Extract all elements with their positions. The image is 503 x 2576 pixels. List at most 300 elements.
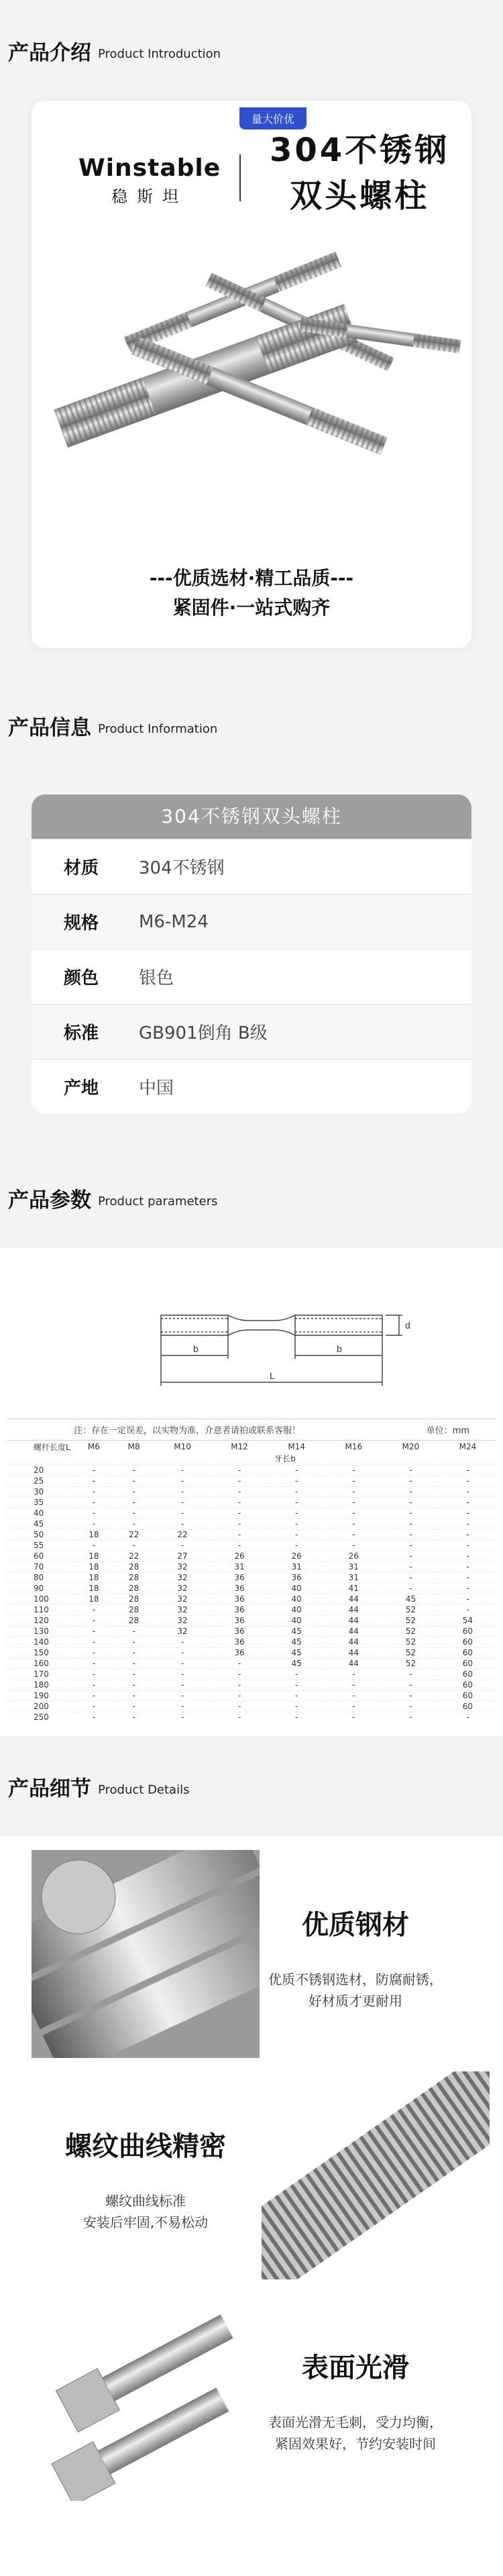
- section-subtitle: Product Information: [98, 721, 218, 736]
- table-cell: -: [268, 1486, 325, 1497]
- table-cell: -: [268, 1529, 325, 1540]
- table-row: [7, 1465, 496, 1476]
- table-cell: -: [439, 1583, 496, 1594]
- detail-desc-line: 表面光滑无毛刺，受力均衡，: [268, 2414, 443, 2430]
- table-cell: -: [211, 1508, 268, 1518]
- table-cell: -: [382, 1690, 439, 1701]
- table-cell: -: [211, 1486, 268, 1497]
- info-label: 规格: [64, 913, 99, 933]
- table-cell: -: [325, 1529, 382, 1540]
- table-cell: -: [268, 1712, 325, 1722]
- table-cell: 40: [268, 1604, 325, 1615]
- table-cell: -: [325, 1690, 382, 1701]
- section-header-details: [0, 1736, 503, 1837]
- table-cell: 45: [268, 1637, 325, 1647]
- table-cell: 44: [325, 1604, 382, 1615]
- param-note-bar: [7, 1419, 496, 1441]
- table-cell: -: [268, 1476, 325, 1486]
- table-cell: -: [74, 1465, 114, 1476]
- detail-surface-text: [241, 2306, 469, 2455]
- param-header-cell: M24: [459, 1442, 477, 1451]
- table-cell: -: [325, 1476, 382, 1486]
- table-cell: -: [382, 1572, 439, 1583]
- table-cell: 44: [325, 1637, 382, 1647]
- table-cell: 54: [439, 1615, 496, 1626]
- table-cell: 40: [268, 1594, 325, 1604]
- table-cell: -: [382, 1529, 439, 1540]
- table-row: [7, 1712, 496, 1722]
- table-cell: 52: [382, 1626, 439, 1637]
- table-cell: 44: [325, 1647, 382, 1658]
- table-cell: 60: [439, 1626, 496, 1637]
- table-row: [7, 1594, 496, 1604]
- table-cell: -: [382, 1669, 439, 1680]
- table-cell: 70: [7, 1561, 74, 1572]
- table-cell: -: [211, 1497, 268, 1508]
- info-row: [32, 839, 471, 894]
- table-cell: 44: [325, 1658, 382, 1669]
- table-cell: 170: [7, 1669, 74, 1680]
- info-row: [32, 949, 471, 1004]
- table-cell: -: [382, 1701, 439, 1712]
- table-cell: -: [382, 1561, 439, 1572]
- table-cell: 60: [439, 1658, 496, 1669]
- brand-name-zh: 稳斯坦: [111, 187, 188, 206]
- section-title: 产品细节: [8, 1776, 91, 1801]
- detail-desc-line: 螺纹曲线标准: [105, 2193, 186, 2209]
- table-cell: -: [154, 1508, 211, 1518]
- table-cell: -: [114, 1518, 154, 1529]
- slogan: [32, 564, 471, 623]
- slogan-line1: ---优质选材·精工品质---: [149, 567, 354, 589]
- table-cell: -: [154, 1690, 211, 1701]
- table-cell: 36: [211, 1572, 268, 1583]
- intro-block: [0, 101, 503, 675]
- table-cell: -: [154, 1637, 211, 1647]
- table-row: [7, 1604, 496, 1615]
- table-cell: -: [439, 1486, 496, 1497]
- table-row: [7, 1497, 496, 1508]
- table-cell: 22: [154, 1529, 211, 1540]
- table-cell: -: [154, 1476, 211, 1486]
- table-cell: 30: [7, 1486, 74, 1497]
- table-cell: -: [114, 1647, 154, 1658]
- detail-desc-line: 优质不锈钢选材，防腐耐锈，: [268, 1971, 443, 1988]
- info-row: [32, 1059, 471, 1114]
- table-cell: 60: [439, 1690, 496, 1701]
- table-cell: -: [154, 1712, 211, 1722]
- table-row: [7, 1518, 496, 1529]
- product-title-line2: 双头螺柱: [290, 177, 430, 215]
- param-header-cell: M14: [288, 1442, 305, 1451]
- section-subtitle: Product Introduction: [98, 46, 221, 61]
- info-value: 304不锈钢: [139, 858, 225, 878]
- table-cell: -: [74, 1712, 114, 1722]
- table-cell: -: [268, 1540, 325, 1551]
- table-cell: 60: [439, 1637, 496, 1647]
- table-cell: -: [268, 1465, 325, 1476]
- table-cell: 52: [382, 1615, 439, 1626]
- table-row: [7, 1529, 496, 1540]
- info-row: [32, 1004, 471, 1059]
- section-header-info: [0, 675, 503, 776]
- intro-card: [32, 101, 471, 648]
- table-cell: 44: [325, 1615, 382, 1626]
- table-row: [7, 1669, 496, 1680]
- section-title: 产品介绍: [8, 40, 91, 65]
- table-cell: 31: [268, 1561, 325, 1572]
- table-cell: 36: [211, 1626, 268, 1637]
- detail-thread-text: [32, 2085, 260, 2233]
- table-cell: 36: [211, 1647, 268, 1658]
- table-cell: -: [154, 1540, 211, 1551]
- table-cell: -: [211, 1540, 268, 1551]
- detail-desc-line: 好材质才更耐用: [309, 1993, 402, 2009]
- detail-surface: [0, 2279, 503, 2501]
- detail-desc: [241, 2412, 469, 2455]
- table-cell: 32: [154, 1594, 211, 1604]
- price-badge: 量大价优: [239, 107, 306, 130]
- table-cell: -: [439, 1551, 496, 1561]
- table-cell: -: [74, 1604, 114, 1615]
- table-cell: -: [154, 1497, 211, 1508]
- table-cell: -: [439, 1604, 496, 1615]
- table-cell: 18: [74, 1583, 114, 1594]
- table-cell: -: [114, 1486, 154, 1497]
- table-cell: -: [211, 1690, 268, 1701]
- table-cell: 18: [74, 1529, 114, 1540]
- table-cell: 22: [114, 1529, 154, 1540]
- table-cell: -: [439, 1712, 496, 1722]
- table-row: [7, 1701, 496, 1712]
- table-cell: -: [74, 1508, 114, 1518]
- table-cell: -: [439, 1572, 496, 1583]
- table-cell: -: [74, 1680, 114, 1690]
- table-cell: 150: [7, 1647, 74, 1658]
- table-row: [7, 1626, 496, 1637]
- table-cell: -: [382, 1551, 439, 1561]
- info-value: M6-M24: [139, 911, 209, 932]
- table-row: [7, 1690, 496, 1701]
- table-cell: 22: [114, 1551, 154, 1561]
- table-cell: 40: [268, 1583, 325, 1594]
- table-cell: 45: [7, 1518, 74, 1529]
- table-cell: 110: [7, 1604, 74, 1615]
- table-cell: 28: [114, 1561, 154, 1572]
- table-cell: 28: [114, 1615, 154, 1626]
- table-cell: -: [268, 1518, 325, 1529]
- table-cell: -: [325, 1486, 382, 1497]
- diagram-label-b2: b: [337, 1343, 342, 1354]
- table-cell: -: [114, 1626, 154, 1637]
- table-cell: 60: [439, 1680, 496, 1690]
- table-cell: -: [382, 1583, 439, 1594]
- param-header-row: [7, 1441, 496, 1453]
- params-block: [0, 1248, 503, 1736]
- diagram-label-b1: b: [193, 1343, 199, 1354]
- table-cell: 190: [7, 1690, 74, 1701]
- table-row: [7, 1476, 496, 1486]
- table-cell: 25: [7, 1476, 74, 1486]
- info-value: 银色: [139, 968, 174, 988]
- table-cell: 18: [74, 1594, 114, 1604]
- table-cell: -: [114, 1658, 154, 1669]
- section-title: 产品参数: [8, 1188, 91, 1213]
- table-cell: 28: [114, 1583, 154, 1594]
- info-label: 产地: [64, 1078, 99, 1098]
- table-cell: 100: [7, 1594, 74, 1604]
- thread-length-label: 牙长b: [274, 1454, 296, 1464]
- table-cell: -: [154, 1647, 211, 1658]
- table-row: [7, 1637, 496, 1647]
- table-cell: -: [114, 1476, 154, 1486]
- table-cell: -: [74, 1647, 114, 1658]
- table-cell: -: [74, 1669, 114, 1680]
- table-cell: -: [382, 1486, 439, 1497]
- table-cell: -: [74, 1690, 114, 1701]
- info-value: 中国: [139, 1078, 174, 1098]
- table-cell: 26: [211, 1551, 268, 1561]
- table-row: [7, 1540, 496, 1551]
- table-cell: -: [211, 1658, 268, 1669]
- product-title: [270, 127, 449, 219]
- detail-steel-text: [241, 1863, 469, 2012]
- table-cell: 44: [325, 1626, 382, 1637]
- table-cell: 40: [268, 1615, 325, 1626]
- table-cell: 32: [154, 1615, 211, 1626]
- table-cell: 27: [154, 1551, 211, 1561]
- table-cell: -: [74, 1637, 114, 1647]
- param-header-cell: M6: [87, 1442, 100, 1451]
- param-subheader-row: [7, 1453, 496, 1465]
- table-cell: 36: [268, 1572, 325, 1583]
- table-cell: 32: [154, 1604, 211, 1615]
- table-cell: -: [74, 1701, 114, 1712]
- table-cell: 180: [7, 1680, 74, 1690]
- table-cell: 18: [74, 1572, 114, 1583]
- table-cell: 28: [114, 1604, 154, 1615]
- table-cell: -: [114, 1508, 154, 1518]
- table-cell: 50: [7, 1529, 74, 1540]
- table-cell: 55: [7, 1540, 74, 1551]
- param-header-cell: 螺杆长度L: [34, 1442, 70, 1452]
- table-cell: 28: [114, 1572, 154, 1583]
- table-cell: 45: [268, 1647, 325, 1658]
- table-cell: -: [325, 1712, 382, 1722]
- table-cell: -: [154, 1518, 211, 1529]
- table-cell: 60: [439, 1647, 496, 1658]
- table-cell: -: [211, 1669, 268, 1680]
- detail-desc-line: 紧固效果好，节约安装时间: [275, 2436, 436, 2452]
- table-cell: -: [268, 1701, 325, 1712]
- table-cell: -: [382, 1712, 439, 1722]
- info-label: 材质: [64, 858, 99, 878]
- table-cell: -: [211, 1529, 268, 1540]
- steel-rods-photo: [32, 1850, 260, 2058]
- table-cell: 20: [7, 1465, 74, 1476]
- param-unit: 单位：mm: [426, 1426, 469, 1436]
- table-cell: 32: [154, 1572, 211, 1583]
- stud-bolts-photo: [32, 242, 471, 523]
- table-cell: -: [439, 1529, 496, 1540]
- table-cell: -: [382, 1540, 439, 1551]
- param-header-cell: M12: [231, 1442, 248, 1451]
- table-cell: 41: [325, 1583, 382, 1594]
- table-cell: -: [114, 1680, 154, 1690]
- table-cell: 44: [325, 1594, 382, 1604]
- table-cell: -: [268, 1669, 325, 1680]
- table-cell: 18: [74, 1561, 114, 1572]
- table-cell: -: [154, 1658, 211, 1669]
- table-row: [7, 1508, 496, 1518]
- table-cell: -: [325, 1680, 382, 1690]
- section-title: 产品信息: [8, 715, 91, 740]
- table-cell: -: [154, 1669, 211, 1680]
- diagram-label-L: L: [270, 1370, 275, 1381]
- table-cell: -: [74, 1476, 114, 1486]
- table-cell: -: [382, 1508, 439, 1518]
- table-cell: -: [74, 1518, 114, 1529]
- slogan-line2: 紧固件·一站式购齐: [172, 597, 331, 619]
- table-cell: -: [439, 1465, 496, 1476]
- table-cell: 52: [382, 1604, 439, 1615]
- table-cell: -: [325, 1701, 382, 1712]
- table-cell: -: [325, 1669, 382, 1680]
- table-cell: 200: [7, 1701, 74, 1712]
- table-cell: -: [439, 1518, 496, 1529]
- param-header-cell: M8: [127, 1442, 140, 1451]
- table-cell: -: [114, 1669, 154, 1680]
- table-cell: -: [154, 1486, 211, 1497]
- table-cell: -: [74, 1540, 114, 1551]
- table-cell: -: [114, 1690, 154, 1701]
- table-cell: 36: [211, 1583, 268, 1594]
- table-row: [7, 1486, 496, 1497]
- table-cell: 32: [154, 1626, 211, 1637]
- info-value: GB901倒角 B级: [139, 1023, 268, 1043]
- table-cell: -: [74, 1658, 114, 1669]
- hex-bolts-photo: [32, 2293, 260, 2501]
- detail-title: 优质钢材: [302, 1910, 409, 1941]
- table-cell: -: [382, 1518, 439, 1529]
- table-cell: 60: [439, 1669, 496, 1680]
- detail-desc-line: 安装后牢固,不易松动: [82, 2214, 209, 2230]
- detail-title: 表面光滑: [302, 2353, 409, 2383]
- info-label: 标准: [64, 1023, 99, 1043]
- table-cell: 18: [74, 1551, 114, 1561]
- detail-thread: [0, 2058, 503, 2279]
- table-cell: 130: [7, 1626, 74, 1637]
- section-header-intro: [0, 0, 503, 101]
- section-subtitle: Product parameters: [98, 1194, 218, 1208]
- table-cell: 32: [154, 1583, 211, 1594]
- table-cell: -: [114, 1712, 154, 1722]
- table-cell: -: [439, 1497, 496, 1508]
- table-cell: 45: [268, 1626, 325, 1637]
- table-cell: -: [439, 1594, 496, 1604]
- table-cell: -: [325, 1465, 382, 1476]
- table-cell: 52: [382, 1647, 439, 1658]
- table-row: [7, 1680, 496, 1690]
- table-cell: -: [114, 1637, 154, 1647]
- param-note: 注：存在一定误差，以实物为准，介意者请拍或联系客服！: [74, 1426, 301, 1436]
- table-cell: -: [382, 1476, 439, 1486]
- table-cell: 250: [7, 1712, 74, 1722]
- table-row: [7, 1647, 496, 1658]
- table-cell: 80: [7, 1572, 74, 1583]
- table-cell: -: [325, 1540, 382, 1551]
- table-cell: 32: [154, 1561, 211, 1572]
- detail-desc: [32, 2190, 260, 2233]
- table-cell: 90: [7, 1583, 74, 1594]
- param-subheader-empty: [7, 1453, 74, 1465]
- table-cell: -: [211, 1518, 268, 1529]
- param-header-cell: M10: [174, 1442, 191, 1451]
- table-cell: -: [439, 1561, 496, 1572]
- table-cell: -: [211, 1701, 268, 1712]
- brand-divider: [239, 154, 241, 201]
- table-cell: -: [154, 1701, 211, 1712]
- table-cell: 120: [7, 1615, 74, 1626]
- table-cell: -: [114, 1540, 154, 1551]
- param-header-cell: M20: [402, 1442, 420, 1451]
- table-cell: -: [114, 1497, 154, 1508]
- table-cell: -: [268, 1497, 325, 1508]
- section-subtitle: Product Details: [98, 1782, 190, 1797]
- table-cell: 31: [325, 1572, 382, 1583]
- table-cell: -: [74, 1486, 114, 1497]
- table-cell: -: [382, 1680, 439, 1690]
- table-cell: -: [74, 1626, 114, 1637]
- table-cell: 36: [211, 1615, 268, 1626]
- stud-dimension-diagram: [7, 1248, 496, 1416]
- table-cell: 28: [114, 1594, 154, 1604]
- table-cell: -: [325, 1508, 382, 1518]
- table-cell: -: [439, 1508, 496, 1518]
- table-cell: -: [154, 1680, 211, 1690]
- table-cell: -: [211, 1476, 268, 1486]
- table-cell: -: [211, 1680, 268, 1690]
- param-header-cell: M16: [345, 1442, 363, 1451]
- table-cell: 26: [325, 1551, 382, 1561]
- table-cell: -: [325, 1497, 382, 1508]
- info-table-title: 304不锈钢双头螺柱: [32, 794, 471, 839]
- diagram-label-d: d: [405, 1320, 410, 1331]
- table-cell: 45: [382, 1594, 439, 1604]
- table-row: [7, 1572, 496, 1583]
- table-cell: -: [74, 1615, 114, 1626]
- table-cell: 35: [7, 1497, 74, 1508]
- table-cell: -: [154, 1465, 211, 1476]
- table-row: [7, 1551, 496, 1561]
- table-cell: 36: [211, 1594, 268, 1604]
- table-cell: -: [211, 1712, 268, 1722]
- table-cell: 52: [382, 1658, 439, 1669]
- table-cell: 160: [7, 1658, 74, 1669]
- brand-name-en: Winstable: [78, 154, 221, 182]
- table-cell: -: [211, 1465, 268, 1476]
- table-cell: 31: [211, 1561, 268, 1572]
- table-cell: -: [268, 1680, 325, 1690]
- table-cell: 52: [382, 1637, 439, 1647]
- table-cell: -: [439, 1540, 496, 1551]
- section-header-params: [0, 1147, 503, 1248]
- table-cell: -: [74, 1497, 114, 1508]
- detail-steel: [0, 1837, 503, 2058]
- brand-logo: [78, 154, 221, 207]
- table-cell: -: [268, 1508, 325, 1518]
- info-row: [32, 894, 471, 949]
